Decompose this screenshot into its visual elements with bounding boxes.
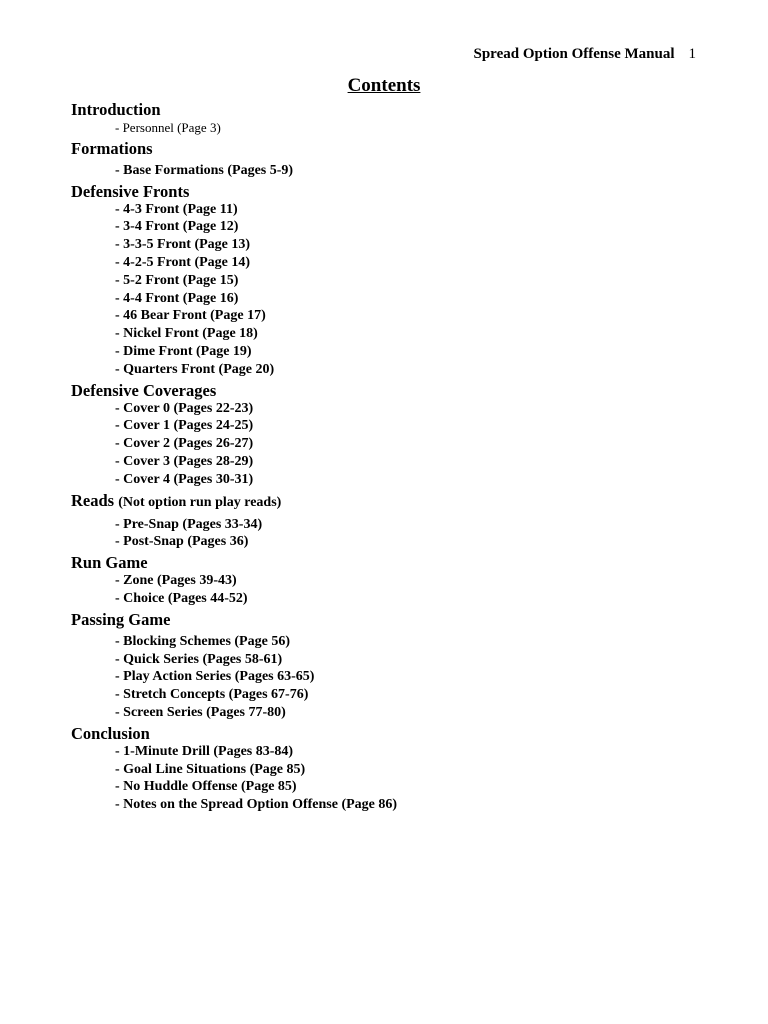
toc-entry-dime-front: - Dime Front (Page 19): [115, 343, 252, 359]
toc-entry-4-2-5-front: - 4-2-5 Front (Page 14): [115, 254, 251, 270]
toc-entry-cover-0: - Cover 0 (Pages 22-23): [115, 400, 254, 416]
toc-entry-notes-spread-option: - Notes on the Spread Option Offense (Page 86): [115, 797, 398, 813]
toc-entry-post-snap: - Post-Snap (Pages 36): [115, 534, 249, 550]
toc-entry-5-2-front: - 5-2 Front (Page 15): [115, 272, 239, 288]
table-of-contents: [71, 98, 397, 814]
page-number: 1: [688, 46, 696, 62]
toc-entry-3-3-5-front: - 3-3-5 Front (Page 13): [115, 237, 251, 253]
section-run-game: Run Game: [71, 553, 148, 573]
toc-entry-quarters-front: - Quarters Front (Page 20): [115, 361, 275, 377]
toc-entry-pre-snap: - Pre-Snap (Pages 33-34): [115, 516, 263, 532]
toc-entry-nickel-front: - Nickel Front (Page 18): [115, 326, 258, 342]
section-passing-game: Passing Game: [71, 609, 171, 629]
section-defensive-fronts: Defensive Fronts: [71, 181, 190, 201]
toc-entry-stretch-concepts: - Stretch Concepts (Pages 67-76): [115, 687, 309, 703]
toc-entry-cover-3: - Cover 3 (Pages 28-29): [115, 453, 254, 469]
toc-entry-quick-series: - Quick Series (Pages 58-61): [115, 651, 283, 667]
toc-entry-4-3-front: - 4-3 Front (Page 11): [115, 201, 238, 217]
toc-entry-zone: - Zone (Pages 39-43): [115, 573, 237, 589]
toc-entry-4-4-front: - 4-4 Front (Page 16): [115, 290, 239, 306]
section-reads-note: (Not option run play reads): [118, 494, 282, 510]
section-reads-title: Reads: [71, 490, 115, 510]
toc-entry-base-formations: - Base Formations (Pages 5-9): [115, 162, 294, 178]
toc-entry-3-4-front: - 3-4 Front (Page 12): [115, 219, 239, 235]
toc-entry-blocking-schemes: - Blocking Schemes (Page 56): [115, 633, 290, 649]
contents-heading: Contents: [347, 75, 421, 96]
toc-entry-play-action-series: - Play Action Series (Pages 63-65): [115, 669, 315, 685]
toc-entry-cover-4: - Cover 4 (Pages 30-31): [115, 471, 254, 487]
toc-entry-cover-2: - Cover 2 (Pages 26-27): [115, 436, 254, 452]
section-formations: Formations: [71, 138, 153, 158]
toc-entry-cover-1: - Cover 1 (Pages 24-25): [115, 418, 254, 434]
manual-title: Spread Option Offense Manual: [473, 46, 675, 62]
section-defensive-coverages: Defensive Coverages: [71, 380, 217, 400]
section-conclusion: Conclusion: [71, 723, 150, 743]
toc-entry-choice: - Choice (Pages 44-52): [115, 590, 248, 606]
section-introduction: Introduction: [71, 100, 161, 119]
toc-entry-screen-series: - Screen Series (Pages 77-80): [115, 704, 286, 720]
section-reads: [71, 491, 397, 512]
toc-entry-goal-line-situations: - Goal Line Situations (Page 85): [115, 761, 306, 777]
toc-entry-1-minute-drill: - 1-Minute Drill (Pages 83-84): [115, 743, 294, 759]
toc-entry-personnel: - Personnel (Page 3): [115, 120, 221, 135]
running-header: [474, 46, 697, 63]
toc-entry-46-bear-front: - 46 Bear Front (Page 17): [115, 308, 266, 324]
toc-entry-no-huddle-offense: - No Huddle Offense (Page 85): [115, 779, 297, 795]
